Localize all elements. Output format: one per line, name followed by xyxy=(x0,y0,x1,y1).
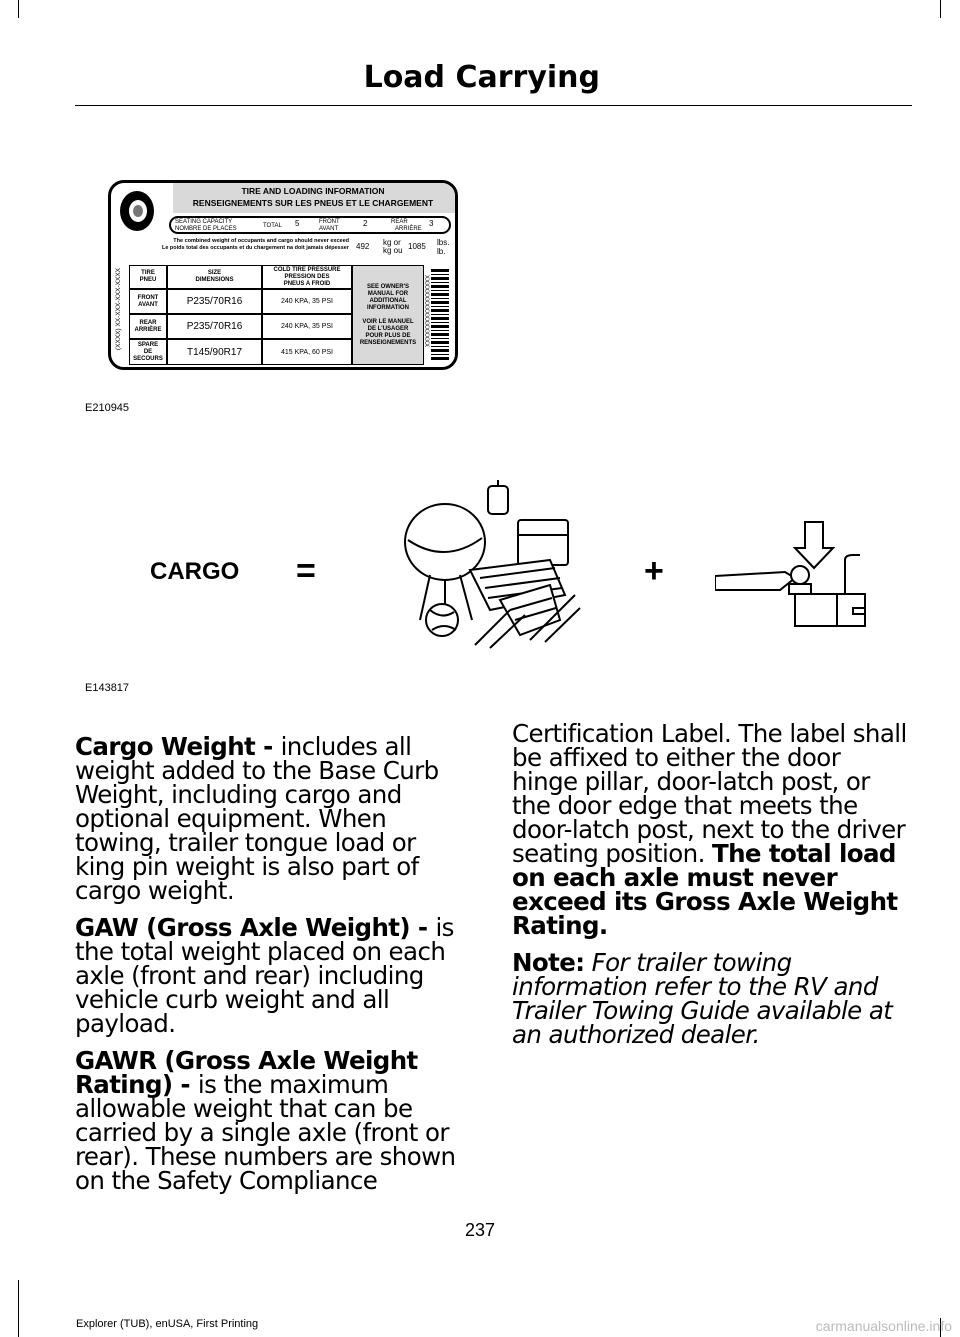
header-rule xyxy=(75,105,912,106)
rear-value: 3 xyxy=(429,219,434,228)
row-spare-pressure: 415 KPA, 60 PSI xyxy=(262,339,352,365)
equals-sign: = xyxy=(296,552,316,590)
trailer-hitch-icon xyxy=(715,520,875,635)
plus-sign: + xyxy=(644,552,664,590)
col-tire-header: TIRE PNEU xyxy=(129,265,167,289)
front-label-fr: AVANT xyxy=(319,226,339,232)
figure-code-1: E210945 xyxy=(85,402,130,414)
lbs-unit: lbs. xyxy=(437,238,450,247)
right-column xyxy=(512,719,907,1060)
gawr-paragraph xyxy=(75,1046,470,1195)
footer-text: Explorer (TUB), enUSA, First Printing xyxy=(76,1318,259,1330)
barcode-text: XXXXXXXXXXXXXXXXXX xyxy=(423,275,429,348)
page-number: 237 xyxy=(464,1220,496,1240)
see-manual-cell: SEE OWNER'S MANUAL FOR ADDITIONAL INFORMATION VOIR LE MANUEL DE L'USAGER POUR PLUS DE RENSEIGNEMENTS xyxy=(352,265,424,365)
tire-icon xyxy=(117,189,157,233)
warning-en: The combined weight of occupants and cargo should never exceed xyxy=(173,238,349,244)
rear-label-fr: ARRIÈRE xyxy=(395,226,422,232)
crop-mark-top-right xyxy=(940,0,941,18)
row-front-size: P235/70R16 xyxy=(167,289,262,314)
gaw-term: GAW (Gross Axle Weight) - xyxy=(75,913,436,942)
note-text: For trailer towing information refer to the RV and Trailer Towing Guide available at an authorized dealer. xyxy=(512,948,893,1049)
weight-warning xyxy=(119,238,349,252)
gawr-term: GAWR (Gross Axle Weight Rating) - xyxy=(75,1046,418,1099)
front-label-en: FRONT xyxy=(319,219,340,225)
side-code: (XXXX) XX-XXX-XXX-XXXX xyxy=(115,268,122,350)
axle-warning: The total load on each axle must never exceed its Gross Axle Weight Rating. xyxy=(512,839,898,940)
note-paragraph xyxy=(512,948,907,1049)
row-front-pressure: 240 KPA, 35 PSI xyxy=(262,289,352,314)
seating-label-en: SEATING CAPACITY xyxy=(175,219,233,225)
total-label: TOTAL xyxy=(263,223,282,229)
row-rear-size: P235/70R16 xyxy=(167,314,262,339)
row-rear-label: REAR ARRIÈRE xyxy=(129,314,167,339)
cargo-word: CARGO xyxy=(150,558,240,585)
page-title: Load Carrying xyxy=(363,60,600,95)
figure-code-2: E143817 xyxy=(85,682,130,694)
lbs-value: 1085 xyxy=(408,242,426,251)
left-column xyxy=(75,732,470,1206)
col-pressure-header: COLD TIRE PRESSURE PRESSION DES PNEUS A FROID xyxy=(262,265,352,289)
total-value: 5 xyxy=(295,219,300,228)
lb-unit: lb. xyxy=(437,247,446,256)
kg-or: kg or xyxy=(383,238,401,247)
row-spare-size: T145/90R17 xyxy=(167,339,262,365)
certification-text: Certification Label. The label shall be affixed to either the door hinge pillar, door-latch post, or the door edge that meets the door-latch post, next to the driver seating position. xyxy=(512,719,907,868)
cargo-weight-paragraph xyxy=(75,732,470,905)
warning-fr: Le poids total des occupants et du chargement na doit jamais dépesser xyxy=(161,245,349,251)
crop-mark-top-left xyxy=(18,0,19,18)
front-value: 2 xyxy=(363,219,368,228)
seating-capacity-box xyxy=(169,216,451,234)
row-rear-pressure: 240 KPA, 35 PSI xyxy=(262,314,352,339)
row-front-label: FRONT AVANT xyxy=(129,289,167,314)
gaw-definition: is the total weight placed on each axle (front and rear) including vehicle curb weight and all payload. xyxy=(75,913,454,1038)
note-label: Note: xyxy=(512,948,585,977)
tire-table xyxy=(129,265,441,365)
seating-label-fr: NOMBRE DE PLACES xyxy=(175,226,237,232)
col-size-header: SIZE DIMENSIONS xyxy=(167,265,262,289)
crop-mark-bottom-left xyxy=(18,1280,19,1337)
row-spare-label: SPARE DE SECOURS xyxy=(129,339,167,365)
rear-label-en: REAR xyxy=(391,219,408,225)
barcode xyxy=(431,269,449,361)
certification-paragraph xyxy=(512,719,907,940)
watermark: carmanualsonline.info xyxy=(815,1318,952,1334)
gawr-definition: is the maximum allowable weight that can be carried by a single axle (front or rear). These numbers are shown on the Safety Compliance xyxy=(75,1070,456,1195)
kg-value: 492 xyxy=(356,242,370,251)
cargo-weight-definition: includes all weight added to the Base Curb Weight, including cargo and optional equipment. When towing, trailer tongue load or king pin weight is also part of cargo weight. xyxy=(75,732,439,905)
label-heading-fr: RENSEIGNEMENTS SUR LES PNEUS ET LE CHARGEMENT xyxy=(192,198,434,208)
kg-ou: kg ou xyxy=(383,246,403,255)
camping-gear-icon xyxy=(400,470,590,655)
gaw-paragraph xyxy=(75,913,470,1038)
cargo-weight-term: Cargo Weight - xyxy=(75,732,281,761)
tire-loading-label xyxy=(108,180,458,370)
label-heading-en: TIRE AND LOADING INFORMATION xyxy=(241,186,385,196)
